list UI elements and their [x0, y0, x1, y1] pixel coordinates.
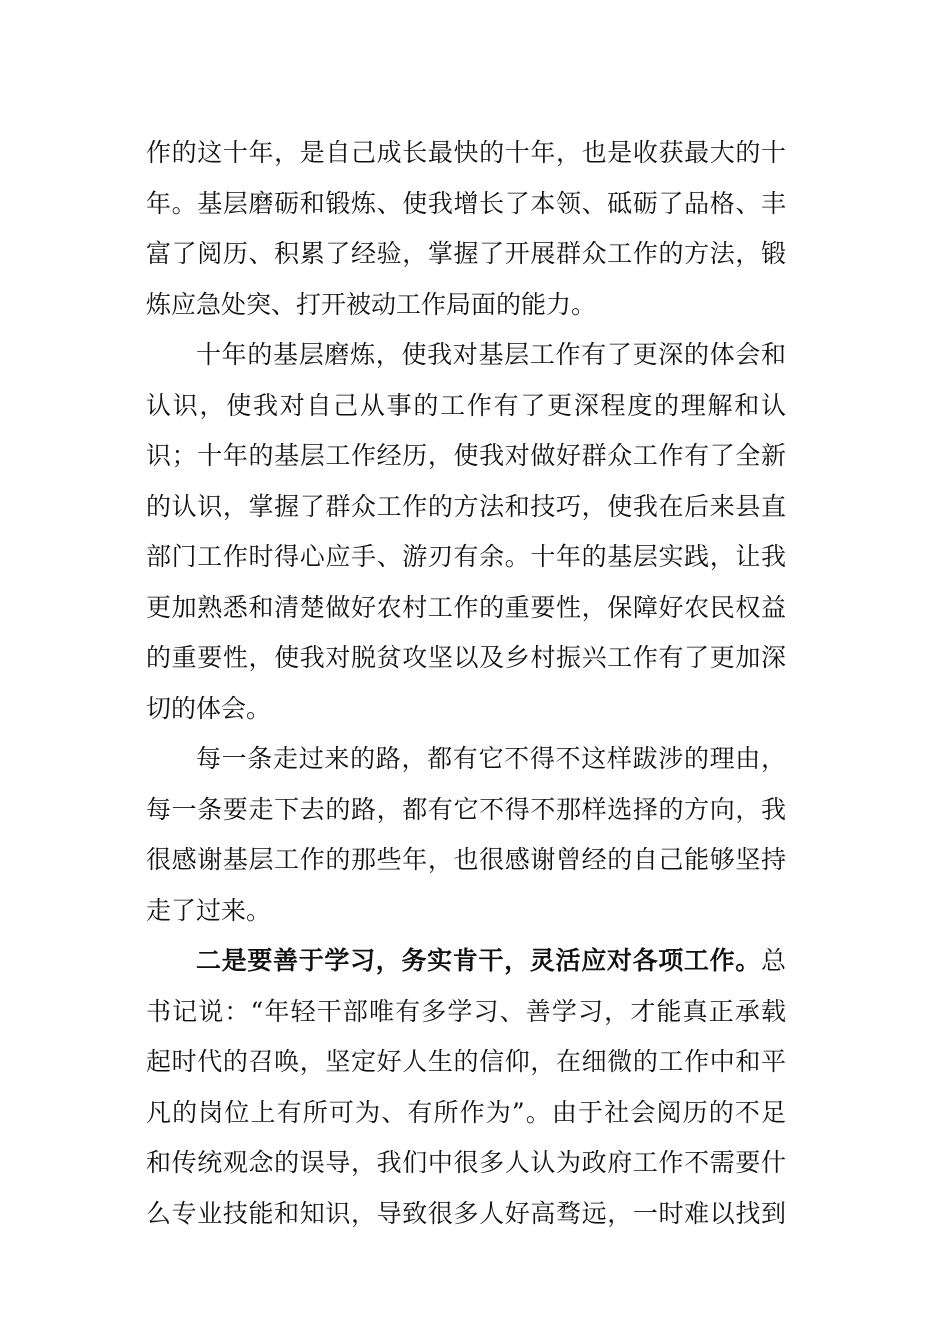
- paragraph-2-line-5: 部门工作时得心应手、游刃有余。十年的基层实践，让我: [146, 542, 786, 571]
- paragraph-4-line-3: 起时代的召唤，坚定好人生的信仰，在细微的工作中和平: [146, 1047, 786, 1076]
- paragraph-2-line-4: 的认识，掌握了群众工作的方法和技巧，使我在后来县直: [146, 491, 786, 521]
- paragraph-3-line-4: 走了过来。: [146, 895, 272, 925]
- paragraph-3-line-3: 很感谢基层工作的那些年，也很感谢曾经的自己能够坚持: [146, 845, 786, 874]
- paragraph-1-line-1: 作的这十年，是自己成长最快的十年，也是收获最大的十: [146, 138, 786, 167]
- paragraph-4-line-1: [146, 936, 786, 987]
- paragraph-4-line-4: 凡的岗位上有所可为、有所作为”。由于社会阅历的不足: [146, 1097, 786, 1127]
- paragraph-4-line-6: 么专业技能和知识，导致很多人好高骛远，一时难以找到: [146, 1198, 786, 1228]
- paragraph-2-line-6: 更加熟悉和清楚做好农村工作的重要性，保障好农民权益: [146, 592, 786, 622]
- paragraph-2-line-2: 认识，使我对自己从事的工作有了更深程度的理解和认: [146, 390, 786, 420]
- paragraph-1-line-4: 炼应急处突、打开被动工作局面的能力。: [146, 289, 597, 319]
- section-heading: 二是要善于学习，务实肯干，灵活应对各项工作。: [196, 946, 761, 975]
- paragraph-3-line-1: 每一条走过来的路，都有它不得不这样跋涉的理由，: [196, 744, 786, 773]
- heading-tail: 总: [760, 946, 786, 975]
- paragraph-3-line-2: 每一条要走下去的路，都有它不得不那样选择的方向，我: [146, 794, 786, 824]
- paragraph-2-line-7: 的重要性，使我对脱贫攻坚以及乡村振兴工作有了更加深: [146, 643, 786, 672]
- paragraph-2-line-3: 识；十年的基层工作经历，使我对做好群众工作有了全新: [146, 441, 786, 470]
- paragraph-2-line-8: 切的体会。: [146, 693, 272, 723]
- body-text: [146, 128, 786, 1239]
- paragraph-4-line-5: 和传统观念的误导，我们中很多人认为政府工作不需要什: [146, 1148, 786, 1177]
- paragraph-1-line-3: 富了阅历、积累了经验，掌握了开展群众工作的方法，锻: [146, 239, 786, 268]
- paragraph-2-line-1: 十年的基层磨炼，使我对基层工作有了更深的体会和: [196, 340, 786, 369]
- paragraph-1-line-2: 年。基层磨砺和锻炼、使我增长了本领、砥砺了品格、丰: [146, 188, 786, 218]
- paragraph-4-line-2: 书记说：“年轻干部唯有多学习、善学习，才能真正承载: [146, 996, 786, 1026]
